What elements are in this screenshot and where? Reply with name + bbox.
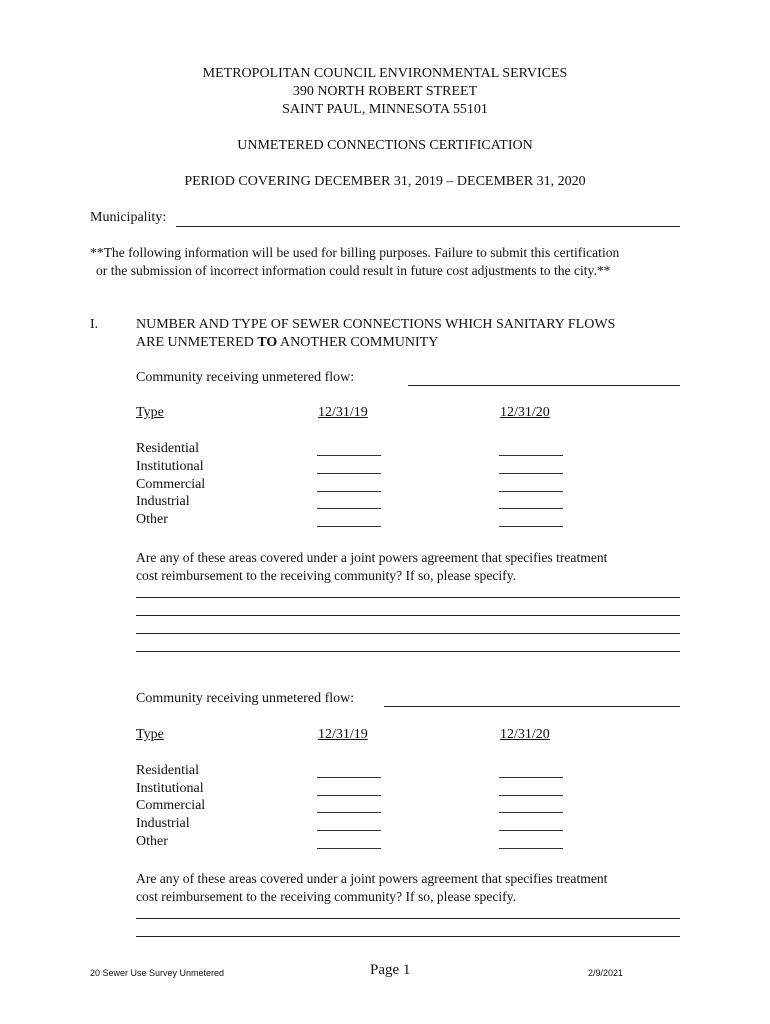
joint-powers-answer-line[interactable] bbox=[136, 597, 680, 598]
footer-date: 2/9/2021 bbox=[588, 968, 624, 978]
other-2020-field-2[interactable] bbox=[499, 848, 563, 849]
other-2019-field[interactable] bbox=[317, 526, 381, 527]
type-institutional-2: Institutional bbox=[136, 781, 204, 796]
section-number: I. bbox=[90, 317, 99, 332]
commercial-2019-field[interactable] bbox=[317, 491, 381, 492]
type-header-2-text: Type bbox=[136, 727, 164, 742]
form-title: UNMETERED CONNECTIONS CERTIFICATION bbox=[237, 138, 533, 153]
other-2019-field-2[interactable] bbox=[317, 848, 381, 849]
residential-2019-field[interactable] bbox=[317, 455, 381, 456]
col-2020-header-2-text: 12/31/20 bbox=[500, 727, 550, 742]
institutional-2020-field-2[interactable] bbox=[499, 795, 563, 796]
period-covering: PERIOD COVERING DECEMBER 31, 2019 – DECEMBER 31, 2020 bbox=[184, 174, 586, 189]
community-label-2: Community receiving unmetered flow: bbox=[136, 691, 355, 706]
footer-doc-name: 20 Sewer Use Survey Unmetered bbox=[90, 968, 225, 978]
industrial-2019-field[interactable] bbox=[317, 508, 381, 509]
type-residential-2: Residential bbox=[136, 763, 199, 778]
residential-2019-field-2[interactable] bbox=[317, 777, 381, 778]
col-2019-header-2-text: 12/31/19 bbox=[318, 727, 368, 742]
institutional-2020-field[interactable] bbox=[499, 473, 563, 474]
type-other-2: Other bbox=[136, 834, 168, 849]
billing-notice-line2: or the submission of incorrect information could result in future cost adjustments to the city.** bbox=[96, 263, 611, 278]
residential-2020-field[interactable] bbox=[499, 455, 563, 456]
municipality-field[interactable] bbox=[176, 226, 680, 227]
org-street: 390 NORTH ROBERT STREET bbox=[292, 84, 478, 99]
type-industrial: Industrial bbox=[136, 494, 190, 509]
commercial-2020-field[interactable] bbox=[499, 491, 563, 492]
type-industrial-2: Industrial bbox=[136, 816, 190, 831]
section-heading-line2 bbox=[136, 335, 438, 351]
org-city: SAINT PAUL, MINNESOTA 55101 bbox=[282, 102, 488, 117]
joint-powers-answer-line[interactable] bbox=[136, 651, 680, 652]
col-2020-header bbox=[500, 405, 550, 421]
community-field-2[interactable] bbox=[384, 706, 680, 707]
col-2019-header-text: 12/31/19 bbox=[318, 405, 368, 420]
section-heading-pre: ARE UNMETERED bbox=[136, 335, 258, 350]
col-2019-header-2 bbox=[318, 727, 368, 743]
section-heading-post: ANOTHER COMMUNITY bbox=[277, 335, 439, 350]
industrial-2020-field[interactable] bbox=[499, 508, 563, 509]
institutional-2019-field[interactable] bbox=[317, 473, 381, 474]
joint-powers-answer-line[interactable] bbox=[136, 615, 680, 616]
type-other: Other bbox=[136, 512, 168, 527]
industrial-2020-field-2[interactable] bbox=[499, 830, 563, 831]
other-2020-field[interactable] bbox=[499, 526, 563, 527]
joint-powers-answer-line-2[interactable] bbox=[136, 936, 680, 937]
institutional-2019-field-2[interactable] bbox=[317, 795, 381, 796]
type-commercial-2: Commercial bbox=[136, 798, 206, 813]
col-2020-header-2 bbox=[500, 727, 550, 743]
joint-powers-answer-line[interactable] bbox=[136, 633, 680, 634]
type-header-text: Type bbox=[136, 405, 164, 420]
type-commercial: Commercial bbox=[136, 477, 206, 492]
joint-powers-question-2-line2: cost reimbursement to the receiving community? If so, please specify. bbox=[136, 889, 517, 904]
type-header bbox=[136, 405, 164, 421]
community-field[interactable] bbox=[408, 385, 680, 386]
billing-notice-line1: **The following information will be used for billing purposes. Failure to submit this certification bbox=[90, 245, 620, 260]
type-header-2 bbox=[136, 727, 164, 743]
joint-powers-answer-line-2[interactable] bbox=[136, 918, 680, 919]
col-2019-header bbox=[318, 405, 368, 421]
org-name: METROPOLITAN COUNCIL ENVIRONMENTAL SERVICES bbox=[202, 66, 568, 81]
joint-powers-question-2-line1: Are any of these areas covered under a joint powers agreement that specifies treatment bbox=[136, 871, 608, 886]
community-label: Community receiving unmetered flow: bbox=[136, 370, 355, 385]
section-heading-line1: NUMBER AND TYPE OF SEWER CONNECTIONS WHICH SANITARY FLOWS bbox=[136, 317, 616, 332]
joint-powers-question-line1: Are any of these areas covered under a joint powers agreement that specifies treatment bbox=[136, 550, 608, 565]
joint-powers-question-line2: cost reimbursement to the receiving community? If so, please specify. bbox=[136, 568, 517, 583]
municipality-label: Municipality: bbox=[90, 210, 167, 225]
industrial-2019-field-2[interactable] bbox=[317, 830, 381, 831]
col-2020-header-text: 12/31/20 bbox=[500, 405, 550, 420]
type-institutional: Institutional bbox=[136, 459, 204, 474]
commercial-2020-field-2[interactable] bbox=[499, 812, 563, 813]
footer-page-number: Page 1 bbox=[370, 962, 411, 978]
section-heading-bold: TO bbox=[257, 335, 278, 350]
commercial-2019-field-2[interactable] bbox=[317, 812, 381, 813]
type-residential: Residential bbox=[136, 441, 199, 456]
residential-2020-field-2[interactable] bbox=[499, 777, 563, 778]
